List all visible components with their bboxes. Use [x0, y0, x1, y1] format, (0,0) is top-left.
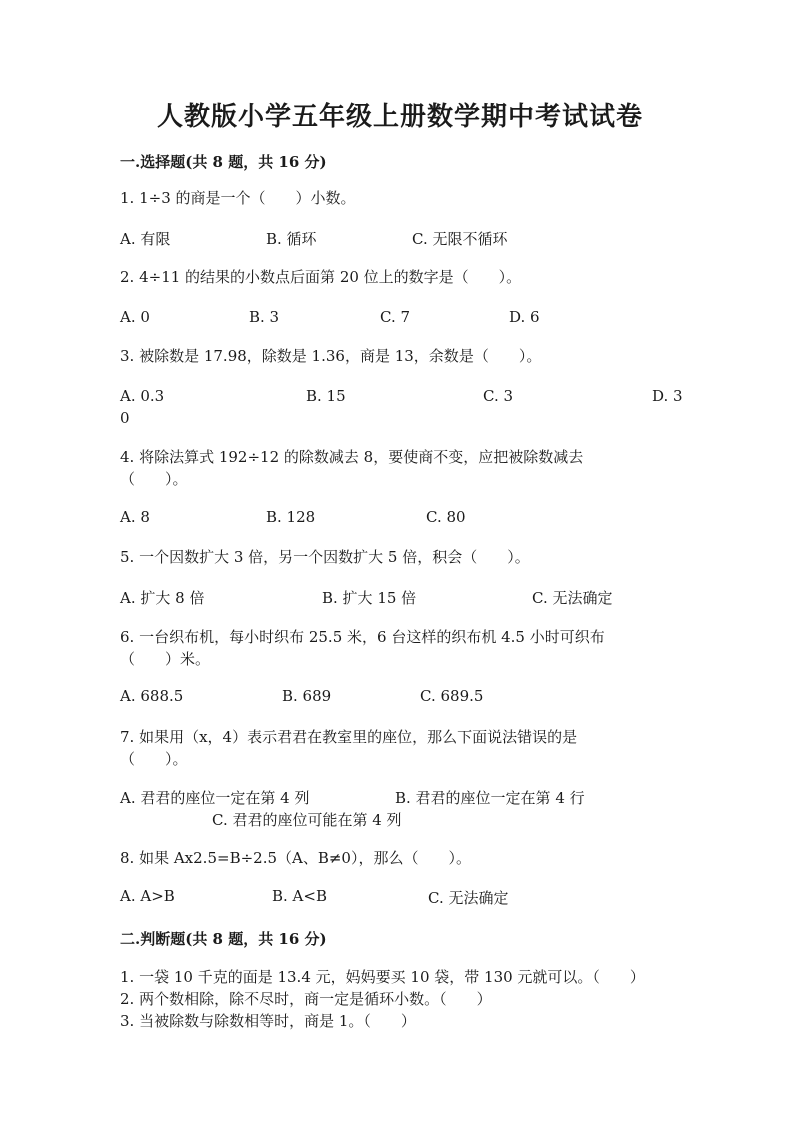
section-heading-true-false: 二.判断题(共 8 题，共 16 分): [120, 930, 327, 948]
question-7: 7. 如果用（x，4）表示君君在教室里的座位，那么下面说法错误的是: [120, 728, 578, 746]
q7-option-a: A. 君君的座位一定在第 4 列: [120, 789, 310, 807]
q2-option-d: D. 6: [509, 308, 540, 326]
q4-option-c: C. 80: [426, 508, 466, 526]
section-heading-choice: 一.选择题(共 8 题，共 16 分): [120, 153, 327, 171]
q1-option-a: A. 有限: [120, 230, 171, 248]
question-8: 8. 如果 Ax2.5=B÷2.5（A、B≠0），那么（ ）。: [120, 849, 471, 867]
q8-option-b: B. A<B: [272, 887, 327, 905]
q2-option-a: A. 0: [120, 308, 150, 326]
q7-option-b: B. 君君的座位一定在第 4 行: [395, 789, 585, 807]
q2-option-b: B. 3: [249, 308, 280, 326]
q8-option-a: A. A>B: [120, 887, 175, 905]
q8-option-c: C. 无法确定: [428, 889, 509, 907]
q1-option-b: B. 循环: [266, 230, 317, 248]
q7-option-c: C. 君君的座位可能在第 4 列: [212, 811, 402, 829]
question-6-continued: （ ）米。: [120, 650, 211, 668]
true-false-item-2: 2. 两个数相除，除不尽时，商一定是循环小数。（ ）: [120, 990, 492, 1008]
q1-option-c: C. 无限不循环: [412, 230, 508, 248]
q3-option-b: B. 15: [306, 387, 346, 405]
q3-option-c: C. 3: [483, 387, 514, 405]
question-1: 1. 1÷3 的商是一个（ ）小数。: [120, 189, 356, 207]
q5-option-a: A. 扩大 8 倍: [120, 589, 205, 607]
q5-option-b: B. 扩大 15 倍: [322, 589, 417, 607]
true-false-item-3: 3. 当被除数与除数相等时，商是 1。（ ）: [120, 1012, 416, 1030]
page-title: 人教版小学五年级上册数学期中考试试卷: [156, 102, 643, 132]
question-2: 2. 4÷11 的结果的小数点后面第 20 位上的数字是（ ）。: [120, 268, 522, 286]
q4-option-b: B. 128: [266, 508, 316, 526]
q3-option-d-wrap: 0: [120, 409, 130, 427]
question-4-continued: （ ）。: [120, 470, 188, 488]
question-3: 3. 被除数是 17.98，除数是 1.36，商是 13，余数是（ ）。: [120, 347, 542, 365]
true-false-item-1: 1. 一袋 10 千克的面是 13.4 元，妈妈要买 10 袋，带 130 元就可以。（ ）: [120, 968, 645, 986]
q3-option-a: A. 0.3: [120, 387, 165, 405]
question-4: 4. 将除法算式 192÷12 的除数减去 8，要使商不变，应把被除数减去: [120, 448, 584, 466]
q3-option-d: D. 3: [652, 387, 683, 405]
q5-option-c: C. 无法确定: [532, 589, 613, 607]
question-7-continued: （ ）。: [120, 750, 188, 768]
q6-option-c: C. 689.5: [420, 687, 484, 705]
question-6: 6. 一台织布机，每小时织布 25.5 米，6 台这样的织布机 4.5 小时可织布: [120, 628, 605, 646]
q6-option-b: B. 689: [282, 687, 332, 705]
question-5: 5. 一个因数扩大 3 倍，另一个因数扩大 5 倍，积会（ ）。: [120, 548, 530, 566]
q4-option-a: A. 8: [120, 508, 150, 526]
q2-option-c: C. 7: [380, 308, 411, 326]
q6-option-a: A. 688.5: [120, 687, 184, 705]
